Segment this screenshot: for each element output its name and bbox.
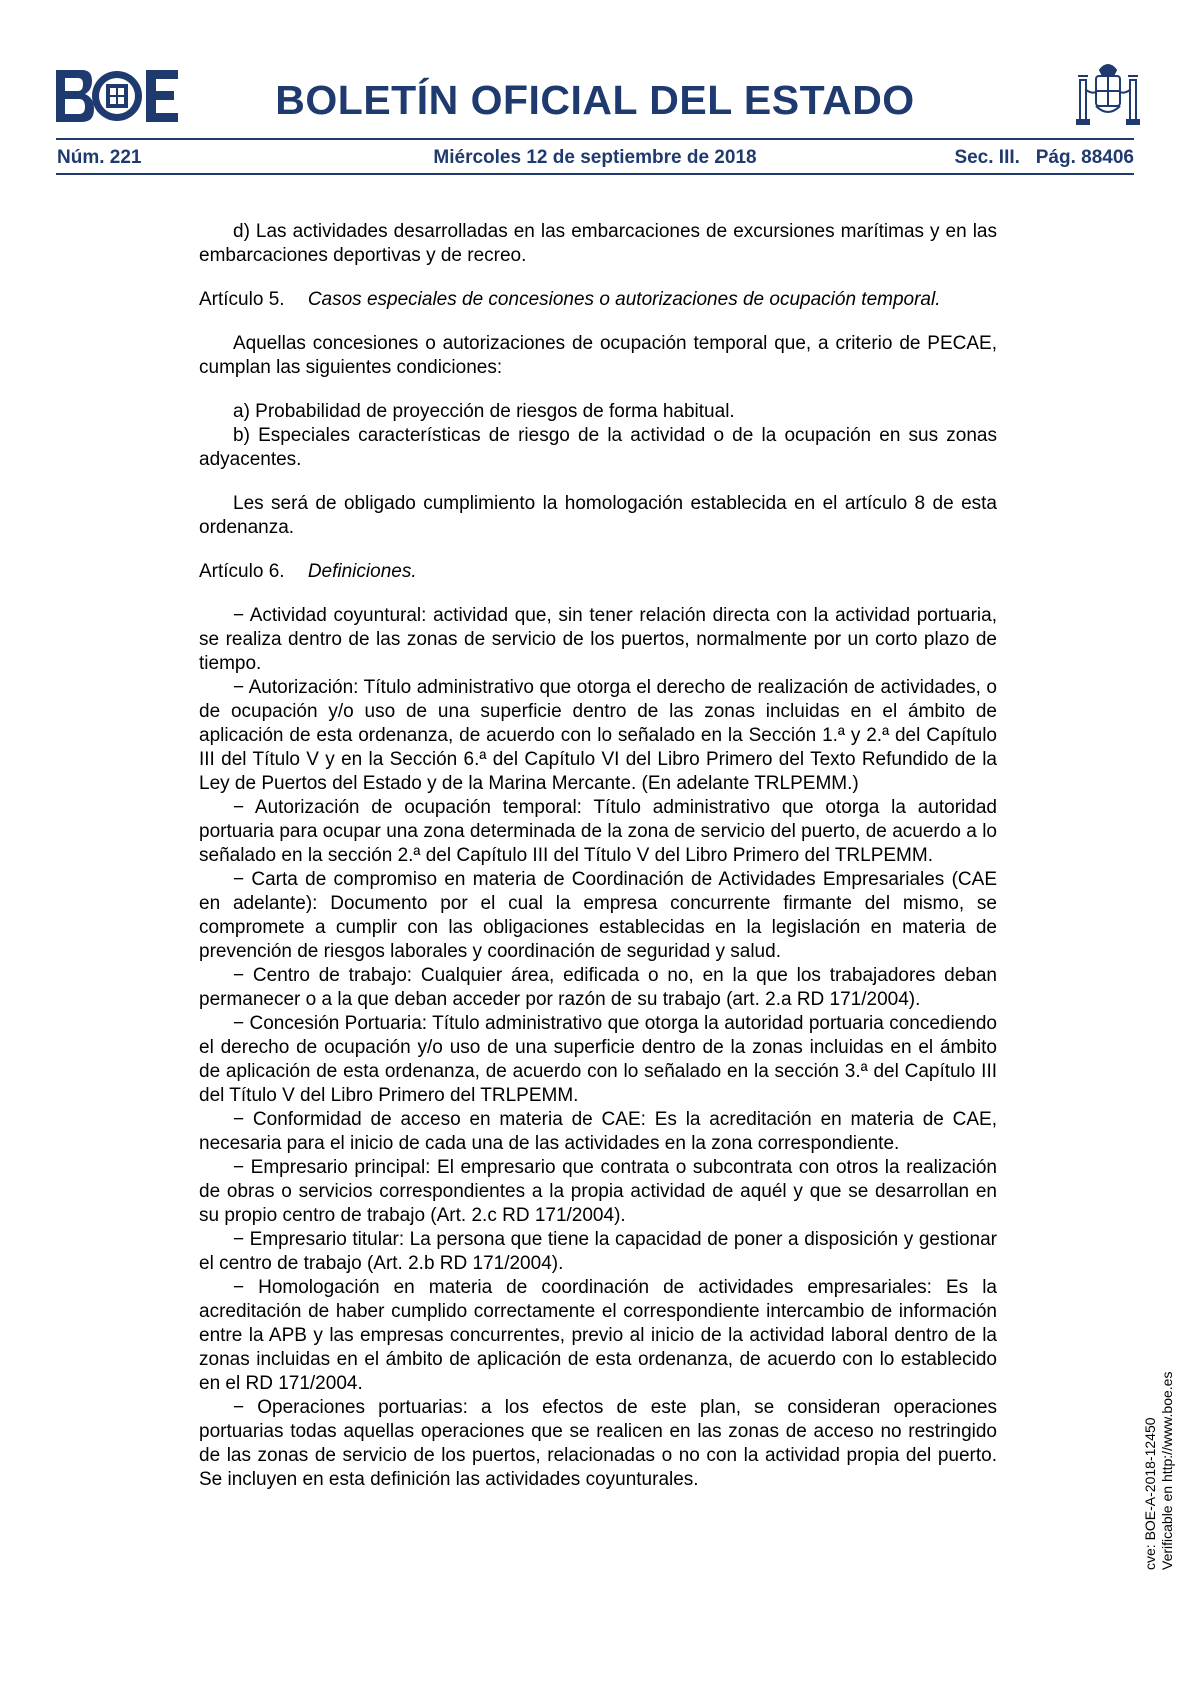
definition-item: − Operaciones portuarias: a los efectos de este plan, se consideran operaciones portuarias todas aquellas operaciones que se realicen en las zonas de acceso no restringido de las zonas de servicio de los puertos, relacionadas o no con la actividad propia del puerto. Se incluyen en esta definición las actividades coyunturales.: [199, 1397, 997, 1490]
definition-item: − Homologación en materia de coordinación de actividades empresariales: Es la acreditación de haber cumplido correctamente el correspondiente intercambio de información entre la APB y las empresas concurrentes, previo al inicio de la actividad laboral dentro de la zonas incluidas en el ámbito de aplicación de esta ordenanza, de acuerdo con lo establecido en el RD 171/2004.: [199, 1277, 997, 1394]
paragraph-b: b) Especiales características de riesgo de la actividad o de la ocupación en sus zonas adyacentes.: [199, 425, 997, 470]
article-5-number: Artículo 5.: [199, 289, 285, 310]
cve-code: cve: BOE-A-2018-12450: [1142, 1417, 1158, 1570]
article-6-number: Artículo 6.: [199, 561, 285, 582]
definition-item: − Autorización: Título administrativo que otorga el derecho de realización de actividades, o de ocupación y/o uso de una superficie dentro de las zonas incluidas en el ámbito de aplicación de esta ordenanza, de acuerdo con lo señalado en la Sección 1.ª y 2.ª del Capítulo III del Título V y en la Sección 6.ª del Capítulo VI del Libro Primero del Texto Refundido de la Ley de Puertos del Estado y de la Marina Mercante. (En adelante TRLPEMM.): [199, 677, 997, 794]
article-6-heading: [199, 560, 997, 584]
header-rule-top: [56, 138, 1134, 140]
verification-link[interactable]: Verificable en http://www.boe.es: [1159, 1371, 1175, 1570]
definition-item: − Carta de compromiso en materia de Coordinación de Actividades Empresariales (CAE en adelante): Documento por el cual la empresa concurrente firmante del mismo, se compromete a cumplir con las obligaciones establecidas en la legislación en materia de prevención de riesgos laborales y coordinación de seguridad y salud.: [199, 869, 997, 962]
definition-item: − Actividad coyuntural: actividad que, sin tener relación directa con la actividad portuaria, se realiza dentro de las zonas de servicio de los puertos, normalmente por un corto plazo de tiempo.: [199, 605, 997, 674]
issue-date: Miércoles 12 de septiembre de 2018: [433, 147, 757, 168]
definition-item: − Centro de trabajo: Cualquier área, edificada o no, en la que los trabajadores deban permanecer o a la que deban acceder por razón de su trabajo (art. 2.a RD 171/2004).: [199, 965, 997, 1010]
paragraph-a: a) Probabilidad de proyección de riesgos de forma habitual.: [233, 401, 735, 422]
paragraph-obligation: Les será de obligado cumplimiento la homologación establecida en el artículo 8 de esta ordenanza.: [199, 493, 997, 538]
article-6-title: Definiciones.: [307, 561, 417, 582]
header-rule-bottom: [56, 173, 1134, 175]
definition-item: − Concesión Portuaria: Título administrativo que otorga la autoridad portuaria concediendo el derecho de ocupación y/o uso de una superficie dentro de la zonas incluidas en el ámbito de aplicación de esta ordenanza, de acuerdo con lo señalado en la sección 3.ª del Capítulo III del Título V del Libro Primero del TRLPEMM.: [199, 1013, 997, 1106]
coat-of-arms-icon: [1072, 60, 1144, 130]
definitions-list: [199, 604, 997, 1492]
verification-sidebar: [1142, 1250, 1176, 1570]
article-5-heading: [199, 288, 997, 312]
document-body: [199, 220, 997, 1492]
article-5-title: Casos especiales de concesiones o autorizaciones de ocupación temporal.: [307, 289, 941, 310]
section-page: Sec. III. Pág. 88406: [954, 147, 1134, 168]
paragraph-intro: Aquellas concesiones o autorizaciones de ocupación temporal que, a criterio de PECAE, cumplan las siguientes condiciones:: [199, 333, 997, 378]
bulletin-title: BOLETÍN OFICIAL DEL ESTADO: [275, 77, 915, 123]
issue-number: Núm. 221: [57, 147, 142, 168]
definition-item: − Empresario principal: El empresario que contrata o subcontrata con otros la realización de obras o servicios correspondientes a la propia actividad de aquél y que se desarrollan en su propio centro de trabajo (Art. 2.c RD 171/2004).: [199, 1157, 997, 1226]
paragraph-d: d) Las actividades desarrolladas en las embarcaciones de excursiones marítimas y en las embarcaciones deportivas y de recreo.: [199, 221, 997, 266]
definition-item: − Empresario titular: La persona que tiene la capacidad de poner a disposición y gestionar el centro de trabajo (Art. 2.b RD 171/2004).: [199, 1229, 997, 1274]
definition-item: − Conformidad de acceso en materia de CAE: Es la acreditación en materia de CAE, necesaria para el inicio de cada una de las actividades en la zona correspondiente.: [199, 1109, 997, 1154]
definition-item: − Autorización de ocupación temporal: Título administrativo que otorga la autoridad portuaria para ocupar una zona determinada de la zona de servicio del puerto, de acuerdo a lo señalado en la sección 2.ª del Capítulo III del Título V del Libro Primero del TRLPEMM.: [199, 797, 997, 866]
